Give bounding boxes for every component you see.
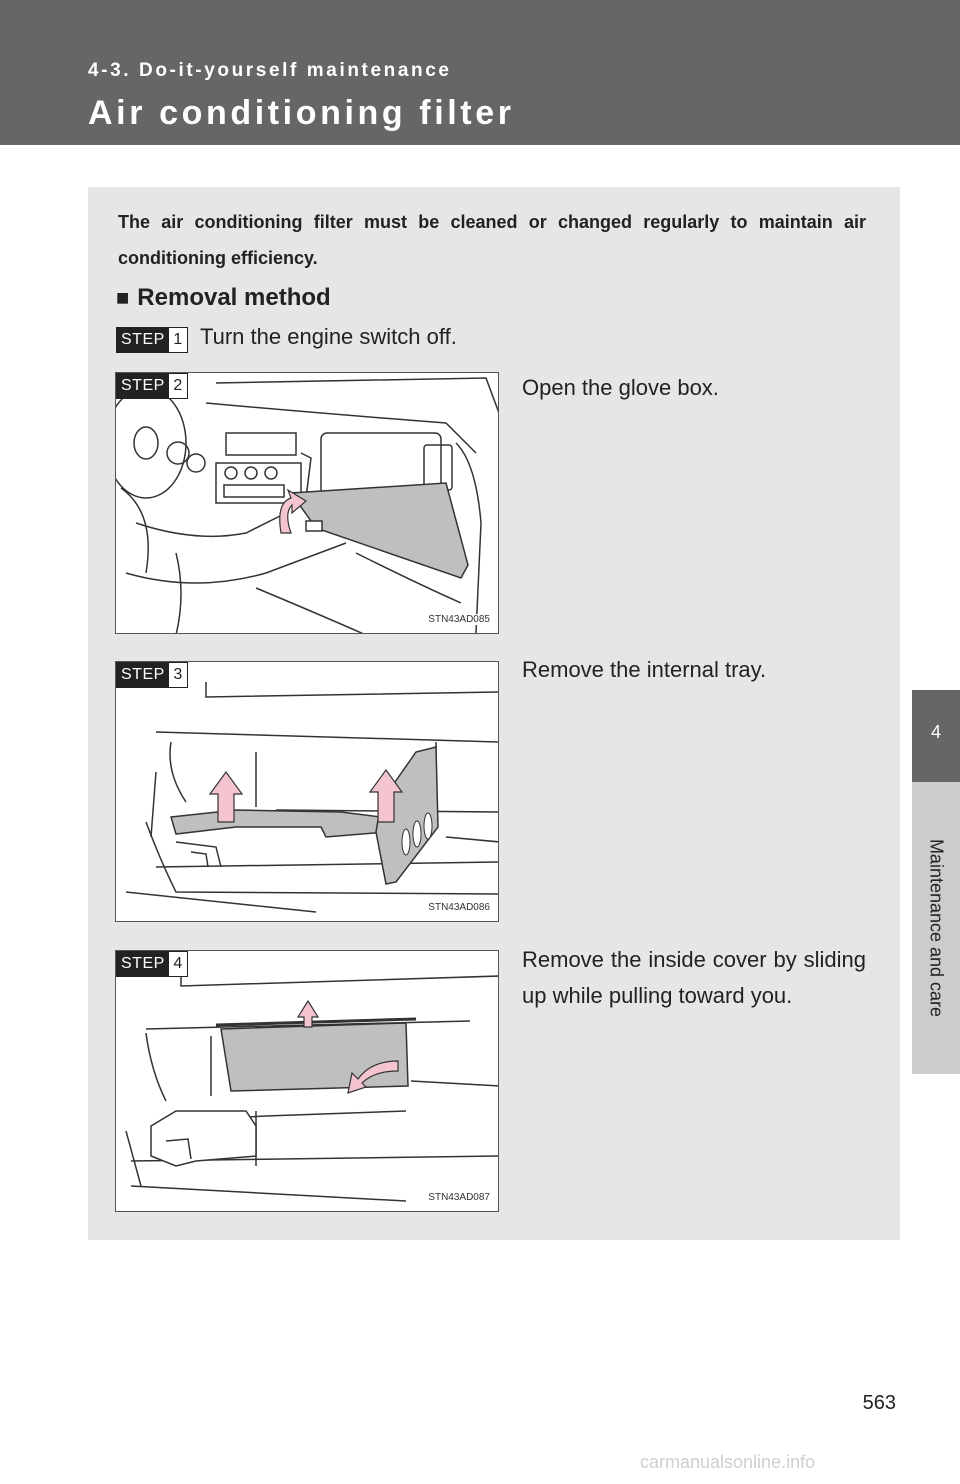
step-1-label: STEP — [117, 328, 169, 352]
step-3-figure-code: STN43AD086 — [428, 902, 490, 913]
step-3-number: 3 — [169, 663, 187, 687]
step-4-illustration — [115, 950, 499, 1212]
step-3-badge — [116, 662, 188, 688]
step-4-text: Remove the inside cover by sliding up while pulling toward you. — [522, 947, 866, 1008]
step-1-badge — [116, 327, 188, 353]
watermark: carmanualsonline.info — [640, 1452, 816, 1472]
step-2-number: 2 — [169, 374, 187, 398]
step-4-label: STEP — [117, 952, 169, 976]
section-label: 4-3. Do-it-yourself maintenance — [88, 60, 452, 81]
page-number: 563 — [862, 1392, 896, 1414]
step-1-number: 1 — [169, 328, 187, 352]
step-4-badge — [116, 951, 188, 977]
square-bullet-icon: ■ — [116, 285, 130, 310]
glove-box-drawing — [116, 373, 499, 634]
subsection-heading-text: Removal method — [137, 284, 331, 311]
step-2-text: Open the glove box. — [522, 375, 719, 400]
intro-text: The air conditioning filter must be cleaned or changed regularly to maintain air conditioning efficiency. — [118, 212, 866, 268]
subsection-heading — [116, 284, 331, 312]
step-2-illustration — [115, 372, 499, 634]
inside-cover-drawing — [116, 951, 499, 1212]
chapter-title: Maintenance and care — [926, 838, 947, 1018]
page-title: Air conditioning filter — [88, 94, 515, 132]
internal-tray-drawing — [116, 662, 499, 922]
step-3-text: Remove the internal tray. — [522, 657, 767, 682]
step-1-text: Turn the engine switch off. — [200, 324, 457, 349]
step-2-label: STEP — [117, 374, 169, 398]
step-3-label: STEP — [117, 663, 169, 687]
step-3-illustration — [115, 661, 499, 922]
step-2-badge — [116, 373, 188, 399]
step-2-figure-code: STN43AD085 — [428, 614, 490, 625]
step-4-number: 4 — [169, 952, 187, 976]
step-4-figure-code: STN43AD087 — [428, 1192, 490, 1203]
chapter-number: 4 — [930, 722, 941, 742]
